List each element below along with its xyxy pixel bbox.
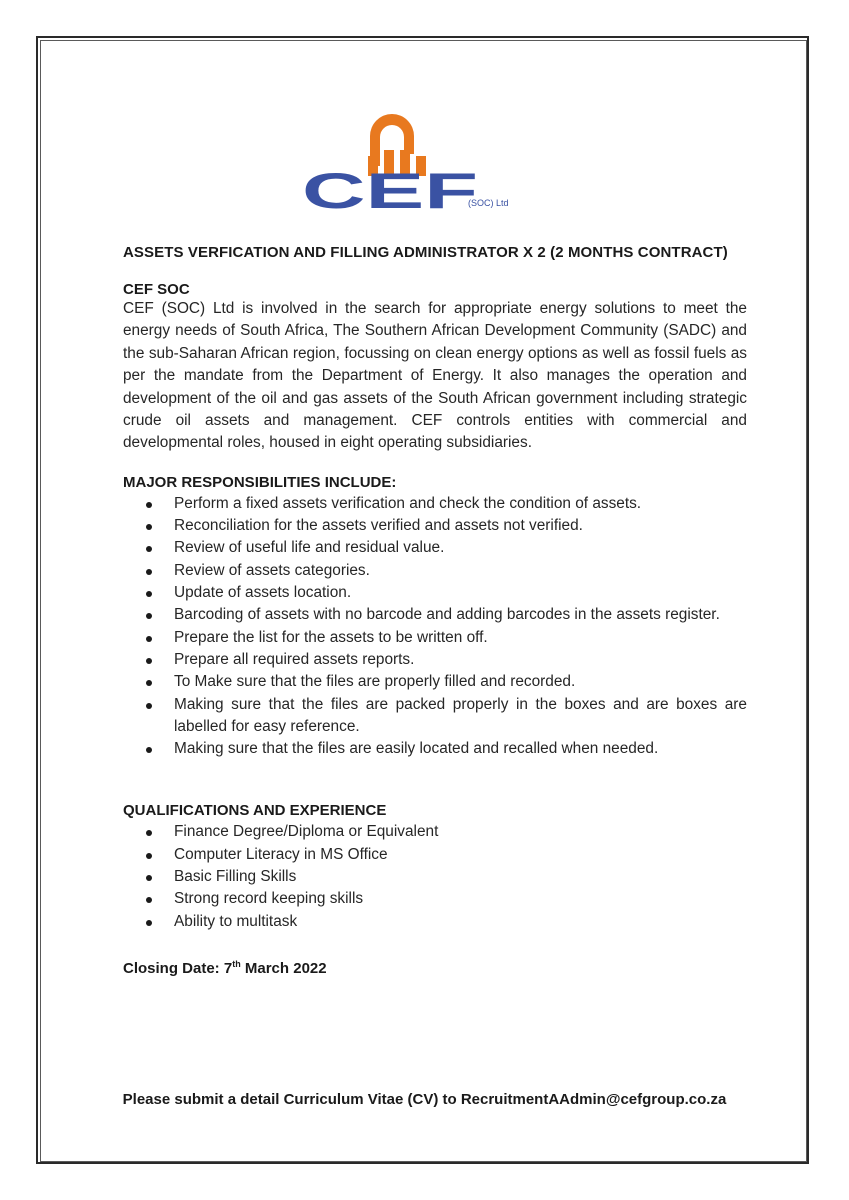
list-item — [123, 866, 747, 888]
list-item-text: Strong record keeping skills — [174, 890, 364, 908]
list-item — [123, 627, 747, 649]
qualifications-heading: QUALIFICATIONS AND EXPERIENCE — [123, 802, 387, 820]
list-item — [123, 515, 747, 537]
list-item-text: Making sure that the files are easily located and recalled when needed. — [174, 740, 659, 758]
list-item-text: Prepare the list for the assets to be written off. — [174, 628, 488, 646]
closing-date — [123, 959, 747, 977]
list-item-text: Prepare all required assets reports. — [174, 650, 415, 668]
bullet-icon — [146, 853, 152, 859]
list-item — [123, 738, 747, 760]
list-item — [123, 649, 747, 671]
closing-day-suffix: th — [232, 958, 241, 969]
responsibilities-heading: MAJOR RESPONSIBILITIES INCLUDE: — [123, 473, 397, 491]
list-item-text: Making sure that the files are packed properly in the boxes and are boxes are labelled for easy reference. — [174, 695, 747, 735]
list-item-text: Computer Literacy in MS Office — [174, 845, 388, 863]
company-heading: CEF SOC — [123, 281, 190, 298]
list-item — [123, 888, 747, 910]
bullet-icon — [146, 897, 152, 903]
bullet-icon — [146, 658, 152, 664]
logo-suffix: (SOC) Ltd — [468, 198, 509, 208]
list-item — [123, 560, 747, 582]
responsibilities-list — [123, 493, 747, 761]
bullet-icon — [146, 680, 152, 686]
logo-letters: CEF — [302, 163, 478, 216]
cef-logo — [296, 110, 536, 216]
closing-month-year: March 2022 — [244, 959, 327, 977]
company-description: CEF (SOC) Ltd is involved in the search for appropriate energy solutions to meet the energy needs of South Africa, The Southern African Development Community (SADC) and the sub-Saharan African region, focussing on clean energy options as well as fossil fuels as per the mandate from the Department of Energy. It also manages the operation and development of the oil and gas assets of the South African government including strategic crude oil assets and management. CEF controls entities with commercial and developmental roles, housed in eight operating subsidiaries. — [123, 300, 747, 452]
list-item — [123, 911, 747, 933]
list-item-text: Review of useful life and residual value. — [174, 539, 445, 557]
list-item — [123, 537, 747, 559]
bullet-icon — [146, 703, 152, 709]
bullet-icon — [146, 920, 152, 926]
list-item-text: Review of assets categories. — [174, 561, 370, 579]
bullet-icon — [146, 502, 152, 508]
list-item-text: Barcoding of assets with no barcode and adding barcodes in the assets register. — [174, 606, 720, 624]
document-body — [123, 244, 747, 992]
list-item — [123, 493, 747, 515]
bullet-icon — [146, 591, 152, 597]
list-item — [123, 694, 747, 739]
list-item-text: Perform a fixed assets verification and check the condition of assets. — [174, 494, 642, 512]
job-title: ASSETS VERFICATION AND FILLING ADMINISTRATOR X 2 (2 MONTHS CONTRACT) — [123, 244, 728, 261]
list-item — [123, 604, 747, 626]
list-item-text: To Make sure that the files are properly filled and recorded. — [174, 673, 576, 691]
list-item-text: Basic Filling Skills — [174, 868, 297, 885]
bullet-icon — [146, 524, 152, 530]
bullet-icon — [146, 747, 152, 753]
bullet-icon — [146, 569, 152, 575]
list-item — [123, 821, 747, 843]
list-item — [123, 582, 747, 604]
bullet-icon — [146, 830, 152, 836]
list-item-text: Finance Degree/Diploma or Equivalent — [174, 823, 439, 841]
qualifications-list — [123, 821, 747, 932]
submission-instructions: Please submit a detail Curriculum Vitae (CV) to RecruitmentAAdmin@cefgroup.co.za — [122, 1091, 727, 1108]
list-item — [123, 671, 747, 693]
bullet-icon — [146, 546, 152, 552]
closing-date-label: Closing Date: — [123, 959, 220, 977]
list-item-text: Reconciliation for the assets verified and assets not verified. — [174, 517, 583, 535]
bullet-icon — [146, 875, 152, 881]
bullet-icon — [146, 613, 152, 619]
closing-day: 7 — [223, 959, 233, 977]
list-item — [123, 844, 747, 866]
list-item-text: Ability to multitask — [174, 912, 298, 930]
list-item-text: Update of assets location. — [174, 584, 352, 602]
bullet-icon — [146, 636, 152, 642]
